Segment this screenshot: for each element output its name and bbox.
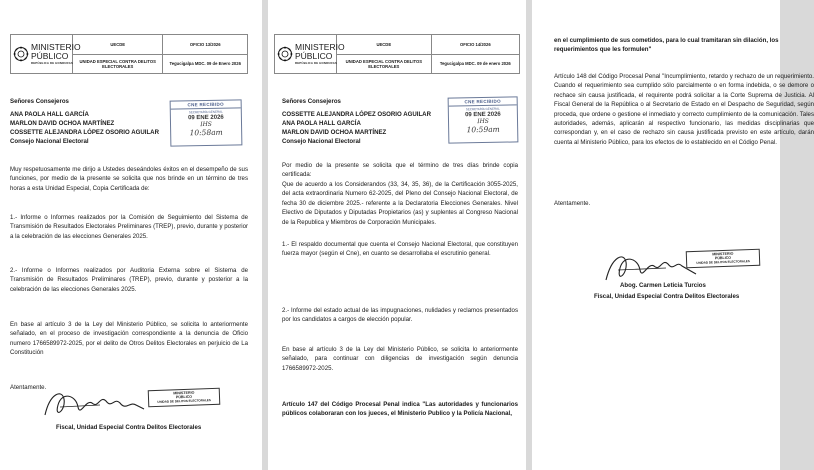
salutation: Señores Consejeros	[10, 98, 69, 105]
stamp-initials: IHS	[477, 117, 489, 126]
request-item-2: 2.- Informe o Informes realizados por Auditoria Externa sobre el Sistema de Transmisión de Resultados Preliminares (TREP), previo, durante y posterior a la celebración de las elecciones Generales 2025.	[10, 267, 248, 293]
document-page-2	[268, 0, 526, 470]
recipient-3: COSSETTE ALEJANDRA LÓPEZ OSORIO AGUILAR	[10, 129, 159, 136]
considerandos-paragraph: Que de acuerdo a los Considerandos (33, 34, 35, 36), de la Certificación 3055-2025, del acta extraordinaria Numero 62-2025, del Pleno del Consejo Nacional Electoral, de fecha 30 de diciembre 2025.- referente a la Declaratoria Elecciones Generales. Nivel Electivo de Diputados y Diputadas Propietarios (as) y suplentes al Congreso Nacional de la Republica y Miembros de Corporación Municipales.	[282, 181, 518, 226]
official-seal	[686, 249, 761, 268]
council-name: Consejo Nacional Electoral	[282, 138, 361, 145]
ministry-logo	[11, 35, 81, 73]
received-stamp	[448, 96, 519, 143]
stamp-head: CNE RECIBIDO	[449, 97, 517, 106]
request-item-1: 1.- Informe o Informes realizados por la Comisión de Seguimiento del Sistema de Transmisión de Resultados Electorales Preliminares (TREP), previo, durante y posterior a la celebración de las elecciones Generales 2025.	[10, 214, 248, 240]
council-name: Consejo Nacional Electoral	[10, 138, 89, 145]
intro-paragraph: Muy respetuosamente me dirijo a Ustedes deseándoles éxitos en el desempeño de sus funciones, por medio de la presente se solicita que nos brinde en un término de tres horas a esta Unidad Especial, Copia Certificada de:	[10, 166, 248, 192]
salutation: Señores Consejeros	[282, 98, 341, 105]
document-page-3	[532, 0, 814, 470]
signatory: Fiscal, Unidad Especial Contra Delitos Electorales	[594, 293, 740, 300]
stamp-head: CNE RECIBIDO	[171, 100, 241, 109]
logo-line-3: REPÚBLICA DE HONDURAS	[295, 60, 338, 65]
seal-line-2: PÚBLICO	[175, 394, 193, 400]
stamp-sub: SECRETARÍA GENERAL	[188, 109, 223, 115]
logo-line-1: MINISTERIO	[295, 42, 345, 53]
continuation-paragraph: en el cumplimiento de sus cometidos, para lo cual tramitaran sin dilación, los requerimientos que les formulen"	[554, 37, 779, 54]
seal-line-1: MINISTERIO	[173, 390, 195, 396]
logo-line-2: PÚBLICO	[295, 50, 333, 61]
handwritten-signature	[40, 385, 150, 425]
signer-name: Abog. Carmen Leticia Turcios	[620, 282, 706, 289]
ministry-emblem-icon	[13, 46, 29, 62]
stamp-time: 10:59am	[466, 124, 500, 135]
seal-line-3: UNIDAD DE DELITOS ELECTORALES	[696, 259, 750, 266]
received-stamp	[170, 99, 243, 146]
request-item-2: 2.- Informe del estado actual de las impugnaciones, nulidades y reclamos presentados por los candidatos a cargos de elección popular.	[282, 307, 518, 324]
seal-line-2: PÚBLICO	[714, 255, 732, 261]
seal-line-1: MINISTERIO	[712, 251, 734, 257]
closing: Atentamente.	[554, 200, 591, 207]
logo-line-3: REPÚBLICA DE HONDURAS	[31, 60, 74, 65]
signatory: Fiscal, Unidad Especial Contra Delitos Electorales	[56, 424, 202, 431]
stamp-time: 10:58am	[189, 127, 223, 138]
request-item-1: 1.- El respaldo documental que cuenta el Consejo Nacional Electoral, que constituyen fuerza mayor (según el Cne), en cuanto se desarrollaba el escrutinio general.	[282, 241, 518, 258]
recipient-2: ANA PAOLA HALL GARCÍA	[282, 120, 361, 127]
recipient-2: MARLON DAVID OCHOA MARTÍNEZ	[10, 120, 115, 127]
official-seal	[148, 388, 221, 407]
stamp-date: 09 ENE 2026	[188, 114, 224, 122]
recipient-1: COSSETTE ALEJANDRA LÓPEZ OSORIO AGUILAR	[282, 111, 431, 118]
recipient-1: ANA PAOLA HALL GARCÍA	[10, 111, 89, 118]
intro-paragraph: Por medio de la presente se solicita que el término de tres días brinde copia certificada:	[282, 162, 518, 179]
ministry-emblem-icon	[277, 46, 293, 62]
unit-name: UNIDAD ESPECIAL CONTRA DELITOS ELECTORALES	[337, 55, 432, 74]
logo-line-1: MINISTERIO	[31, 42, 81, 53]
letterhead-table	[274, 34, 520, 74]
recipient-3: MARLON DAVID OCHOA MARTÍNEZ	[282, 129, 387, 136]
article-148: Artículo 148 del Código Procesal Penal "Incumplimiento, retardo y rechazo de un requerimiento. Cuando el requerimiento sea cumplido sólo parcialmente o en forma indebida, o se demore o rechace sin causa justificada, el requirente podrá solicitar a la Corte Suprema de Justicia. Al Fiscal General de la República o al Secretario de Estado en el Despacho de Seguridad, según proceda, que ordene o gestione el inmediato y correcto cumplimiento de la comunicación. Tales autoridades, además, aplicarán al respectivo funcionario, las medidas disciplinarias que correspondan y, en el caso de rechazo sin causa justificada previsto en este artículo, darán cuenta al Ministerio Público, para los efectos de lo establecido en el Código Penal.	[554, 73, 814, 146]
unit-code: UECDE	[73, 35, 163, 54]
legal-basis: En base al artículo 3 de la Ley del Ministerio Público, se solicita lo anteriormente señalado, para continuar con diligencias de investigación según denuncia 1766589972-2025.	[282, 346, 518, 372]
stamp-initials: IHS	[200, 120, 212, 129]
letterhead-table	[10, 34, 248, 74]
closing: Atentamente.	[10, 384, 47, 391]
stamp-sub: SECRETARÍA GENERAL	[465, 106, 500, 112]
logo-line-2: PÚBLICO	[31, 50, 69, 61]
ministry-logo	[275, 35, 345, 73]
document-page-1	[0, 0, 262, 470]
oficio-number: OFICIO 14/2026	[459, 41, 491, 47]
place-date: Tegucigalpa MDC. 09 de Enero 2026	[169, 61, 241, 67]
place-date: Tegucigalpa MDC. 09 de enero 2026	[439, 61, 511, 67]
legal-basis: En base al artículo 3 de la Ley del Ministerio Público, se solicita lo anteriormente señalado, en el proceso de investigación correspondiente a la denuncia de Oficio numero 1766589972-2025, por el delito de Otros Delitos Electorales en perjuicio de La Constitución	[10, 321, 248, 357]
oficio-number: OFICIO 13/2026	[189, 41, 221, 47]
seal-line-3: UNIDAD DE DELITOS ELECTORALES	[157, 398, 211, 405]
stamp-date: 09 ENE 2026	[465, 111, 501, 119]
unit-code: UECDE	[337, 35, 432, 54]
unit-name: UNIDAD ESPECIAL CONTRA DELITOS ELECTORALES	[73, 55, 163, 74]
article-147: Artículo 147 del Código Procesal Penal indica "Las autoridades y funcionarios públicos colaboraran con los jueces, el Ministerio Publico y la Policía Nacional,	[282, 401, 518, 418]
